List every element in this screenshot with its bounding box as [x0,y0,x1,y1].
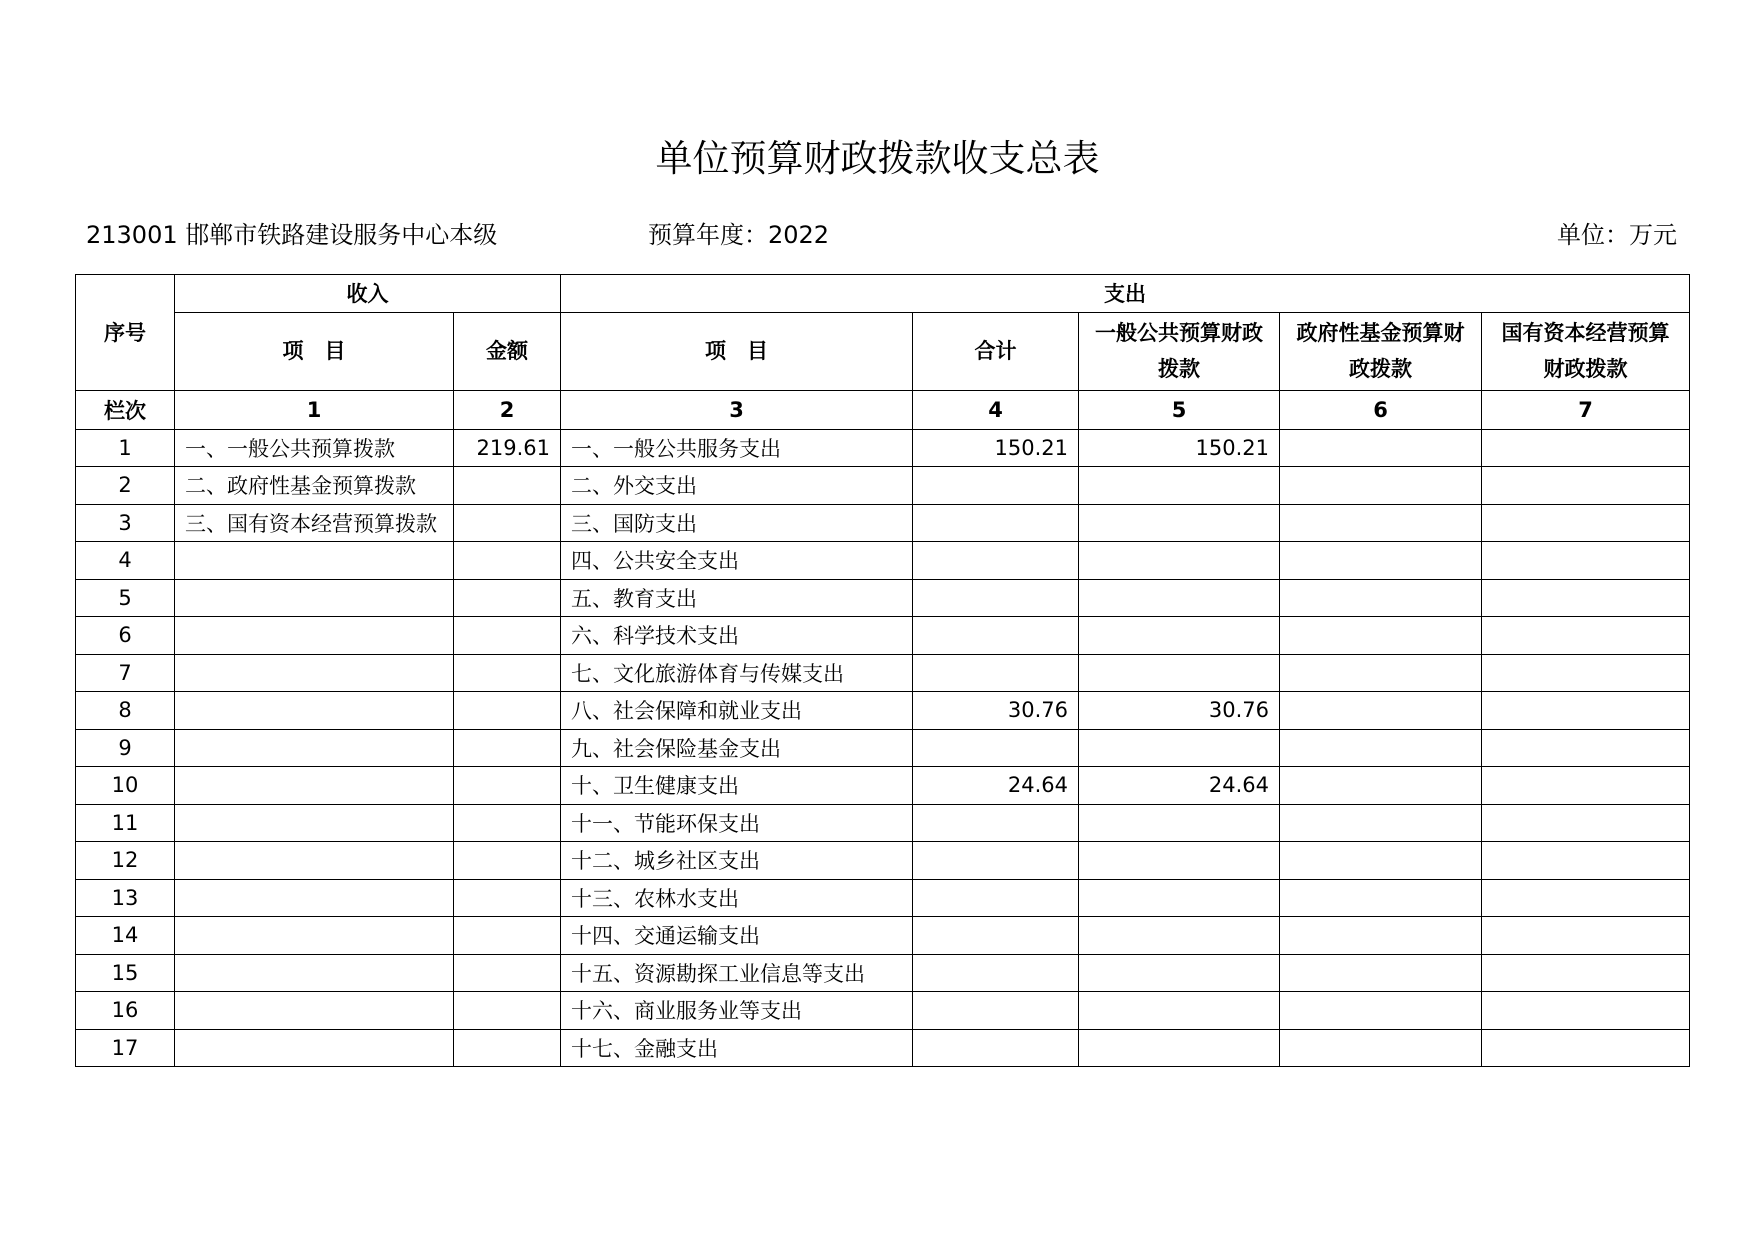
cell-income-amount [454,617,561,655]
cell-income-item [175,729,454,767]
cell-seq: 7 [76,654,175,692]
header-expense-item: 项 目 [561,312,913,390]
cell-state [1482,954,1690,992]
cell-expense-item: 十、卫生健康支出 [561,767,913,805]
table-row [76,804,1690,842]
cell-total [913,654,1079,692]
cell-fund [1280,804,1482,842]
cell-expense-item: 四、公共安全支出 [561,542,913,580]
cell-income-item [175,692,454,730]
cell-state [1482,729,1690,767]
cell-state [1482,842,1690,880]
cell-seq: 2 [76,467,175,505]
cell-income-amount [454,579,561,617]
cell-general [1079,467,1280,505]
cell-general [1079,579,1280,617]
cell-seq: 8 [76,692,175,730]
header-row-column-numbers [76,390,1690,429]
cell-seq: 14 [76,917,175,955]
cell-general [1079,879,1280,917]
budget-table [75,274,1690,1067]
cell-expense-item: 十一、节能环保支出 [561,804,913,842]
cell-expense-item: 八、社会保障和就业支出 [561,692,913,730]
cell-seq: 13 [76,879,175,917]
cell-seq: 15 [76,954,175,992]
cell-total: 30.76 [913,692,1079,730]
header-col-num: 1 [175,390,454,429]
cell-general [1079,992,1280,1030]
cell-total [913,992,1079,1030]
cell-income-amount [454,842,561,880]
cell-expense-item: 十三、农林水支出 [561,879,913,917]
cell-income-amount [454,729,561,767]
table-row [76,767,1690,805]
table-row [76,917,1690,955]
cell-fund [1280,467,1482,505]
cell-fund [1280,917,1482,955]
header-col-num: 7 [1482,390,1690,429]
cell-state [1482,617,1690,655]
cell-fund [1280,429,1482,467]
table-row [76,1029,1690,1067]
cell-fund [1280,692,1482,730]
cell-income-amount [454,917,561,955]
cell-expense-item: 七、文化旅游体育与传媒支出 [561,654,913,692]
table-row [76,842,1690,880]
header-income-amount: 金额 [454,312,561,390]
cell-general [1079,804,1280,842]
cell-income-item [175,1029,454,1067]
cell-total [913,617,1079,655]
cell-total [913,504,1079,542]
cell-total [913,954,1079,992]
cell-expense-item: 十五、资源勘探工业信息等支出 [561,954,913,992]
cell-general [1079,504,1280,542]
cell-fund [1280,879,1482,917]
table-row [76,692,1690,730]
cell-expense-item: 一、一般公共服务支出 [561,429,913,467]
cell-general [1079,729,1280,767]
cell-fund [1280,729,1482,767]
cell-income-item: 一、一般公共预算拨款 [175,429,454,467]
table-row [76,879,1690,917]
header-row-groups [76,275,1690,313]
cell-state [1482,992,1690,1030]
header-col-num: 5 [1079,390,1280,429]
cell-general [1079,617,1280,655]
cell-income-item [175,842,454,880]
organization-label: 213001 邯郸市铁路建设服务中心本级 [86,221,498,249]
cell-state [1482,879,1690,917]
cell-state [1482,1029,1690,1067]
cell-total [913,467,1079,505]
table-row [76,542,1690,580]
cell-state [1482,429,1690,467]
unit-label: 单位：万元 [1557,221,1677,249]
cell-fund [1280,992,1482,1030]
cell-fund [1280,1029,1482,1067]
cell-total: 150.21 [913,429,1079,467]
header-col-num: 3 [561,390,913,429]
header-col-label: 栏次 [76,390,175,429]
cell-state [1482,767,1690,805]
cell-income-item [175,654,454,692]
header-col-num: 6 [1280,390,1482,429]
cell-income-amount [454,767,561,805]
header-row-columns [76,312,1690,390]
cell-expense-item: 十二、城乡社区支出 [561,842,913,880]
header-col-num: 4 [913,390,1079,429]
cell-expense-item: 六、科学技术支出 [561,617,913,655]
cell-fund [1280,542,1482,580]
cell-seq: 12 [76,842,175,880]
cell-income-item [175,804,454,842]
cell-seq: 9 [76,729,175,767]
cell-state [1482,654,1690,692]
cell-expense-item: 三、国防支出 [561,504,913,542]
cell-state [1482,804,1690,842]
table-row [76,954,1690,992]
cell-general [1079,654,1280,692]
cell-income-amount [454,992,561,1030]
table-row [76,467,1690,505]
table-row [76,429,1690,467]
cell-total [913,917,1079,955]
cell-income-amount [454,504,561,542]
cell-income-item [175,917,454,955]
budget-year-label: 预算年度：2022 [648,221,830,249]
cell-seq: 6 [76,617,175,655]
cell-income-item [175,992,454,1030]
table-row [76,654,1690,692]
cell-state [1482,692,1690,730]
cell-expense-item: 五、教育支出 [561,579,913,617]
cell-income-item: 二、政府性基金预算拨款 [175,467,454,505]
header-income: 收入 [175,275,561,313]
cell-general [1079,542,1280,580]
table-row [76,579,1690,617]
header-expense: 支出 [561,275,1690,313]
cell-income-item: 三、国有资本经营预算拨款 [175,504,454,542]
cell-expense-item: 十四、交通运输支出 [561,917,913,955]
cell-income-item [175,767,454,805]
cell-state [1482,504,1690,542]
cell-general [1079,1029,1280,1067]
cell-seq: 4 [76,542,175,580]
budget-table-body [76,429,1690,1067]
header-seq: 序号 [76,275,175,391]
cell-fund [1280,617,1482,655]
header-state: 国有资本经营预算财政拨款 [1482,312,1690,390]
table-row [76,729,1690,767]
cell-income-item [175,879,454,917]
cell-fund [1280,954,1482,992]
cell-fund [1280,579,1482,617]
cell-general [1079,917,1280,955]
page-title: 单位预算财政拨款收支总表 [655,137,1100,180]
cell-seq: 3 [76,504,175,542]
cell-seq: 17 [76,1029,175,1067]
cell-income-amount [454,654,561,692]
header-col-num: 2 [454,390,561,429]
cell-seq: 1 [76,429,175,467]
cell-income-item [175,579,454,617]
cell-expense-item: 十七、金融支出 [561,1029,913,1067]
cell-seq: 10 [76,767,175,805]
table-row [76,504,1690,542]
cell-income-item [175,617,454,655]
cell-income-amount [454,804,561,842]
cell-total [913,729,1079,767]
cell-state [1482,542,1690,580]
cell-state [1482,917,1690,955]
header-income-item: 项 目 [175,312,454,390]
cell-income-amount [454,879,561,917]
cell-total [913,842,1079,880]
cell-total [913,542,1079,580]
cell-general: 30.76 [1079,692,1280,730]
cell-seq: 11 [76,804,175,842]
cell-expense-item: 九、社会保险基金支出 [561,729,913,767]
cell-total [913,804,1079,842]
cell-seq: 5 [76,579,175,617]
header-fund: 政府性基金预算财政拨款 [1280,312,1482,390]
cell-expense-item: 十六、商业服务业等支出 [561,992,913,1030]
cell-income-item [175,542,454,580]
cell-general [1079,954,1280,992]
cell-income-amount [454,1029,561,1067]
header-general: 一般公共预算财政拨款 [1079,312,1280,390]
cell-state [1482,579,1690,617]
table-row [76,617,1690,655]
cell-expense-item: 二、外交支出 [561,467,913,505]
cell-income-amount [454,467,561,505]
cell-state [1482,467,1690,505]
cell-fund [1280,504,1482,542]
cell-general [1079,842,1280,880]
cell-income-item [175,954,454,992]
cell-total [913,1029,1079,1067]
cell-income-amount [454,542,561,580]
table-row [76,992,1690,1030]
cell-seq: 16 [76,992,175,1030]
cell-total [913,579,1079,617]
cell-fund [1280,654,1482,692]
cell-general: 150.21 [1079,429,1280,467]
cell-fund [1280,842,1482,880]
cell-total: 24.64 [913,767,1079,805]
cell-fund [1280,767,1482,805]
header-total: 合计 [913,312,1079,390]
cell-general: 24.64 [1079,767,1280,805]
cell-income-amount [454,692,561,730]
cell-income-amount: 219.61 [454,429,561,467]
cell-income-amount [454,954,561,992]
cell-total [913,879,1079,917]
